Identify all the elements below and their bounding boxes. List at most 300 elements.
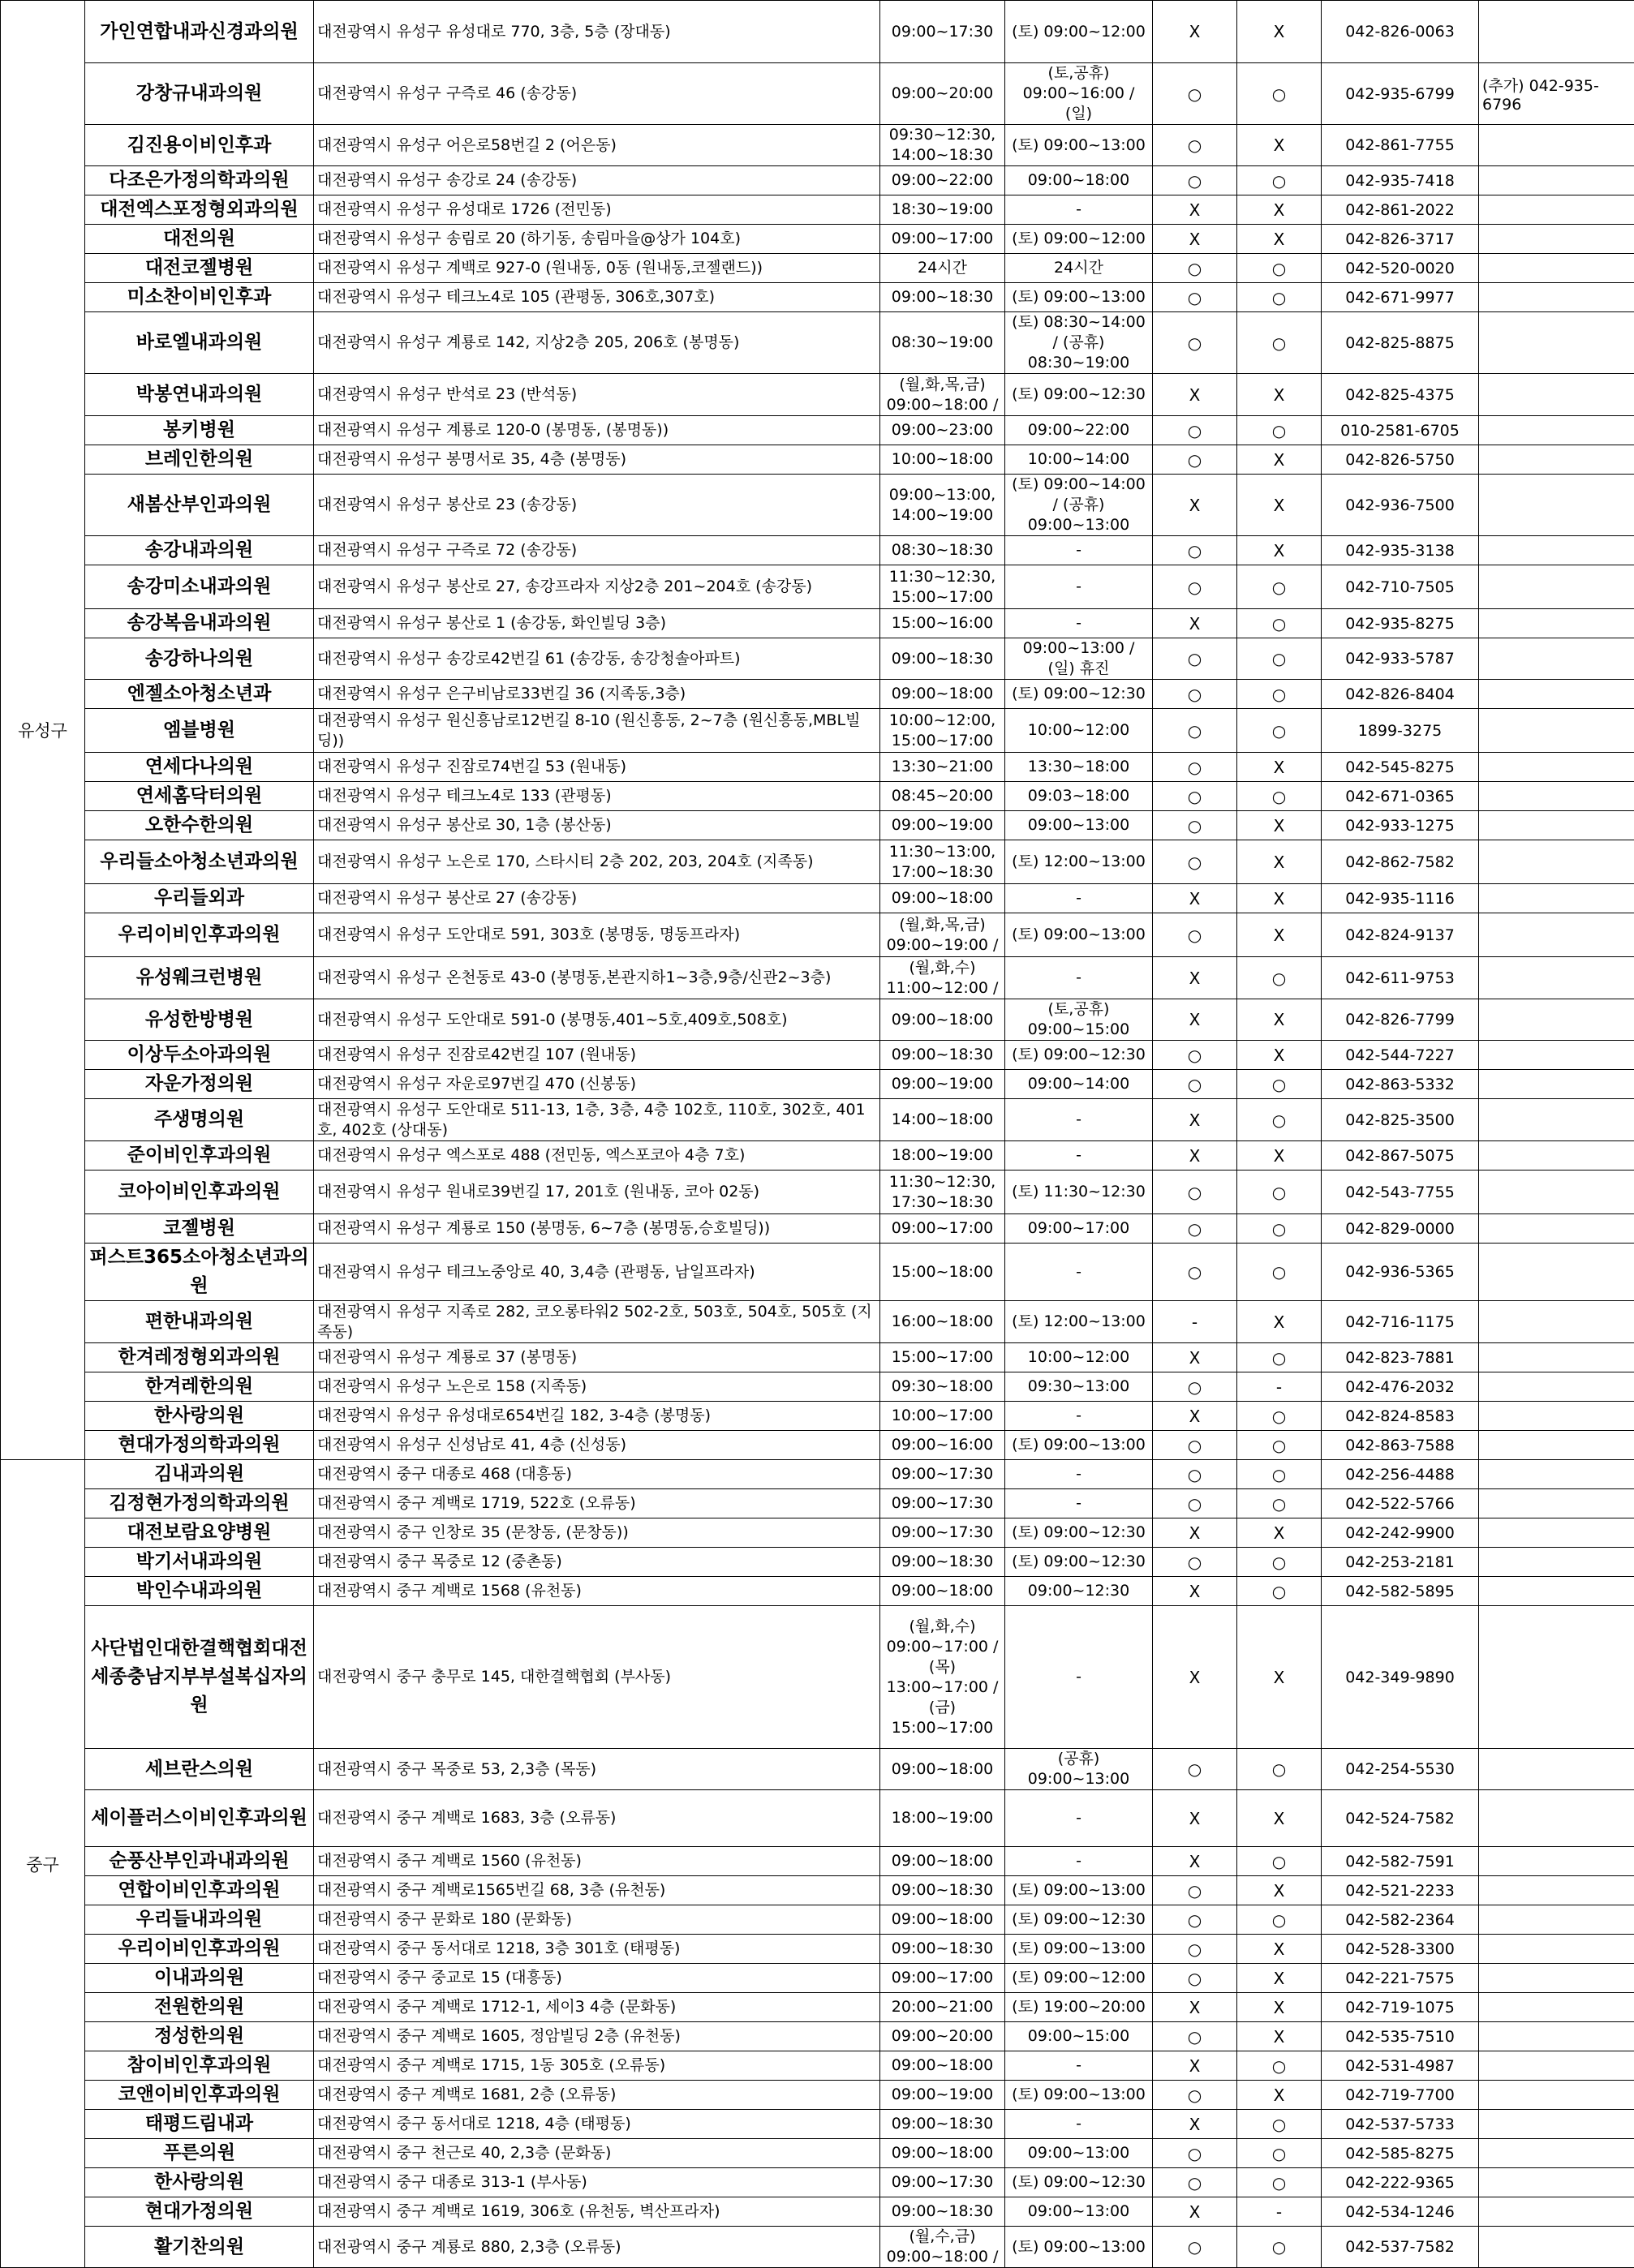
clinic-name: 푸른의원 (85, 2139, 314, 2168)
address: 대전광역시 유성구 어은로58번길 2 (어은동) (314, 125, 880, 166)
phone-number: 042-671-0365 (1322, 782, 1479, 811)
extra-info (1479, 1301, 1634, 1343)
extra-info (1479, 1876, 1634, 1905)
status-1: X (1153, 609, 1237, 638)
table-row (1, 2051, 1634, 2081)
clinic-name: 박기서내과의원 (85, 1548, 314, 1577)
status-1: X (1153, 225, 1237, 254)
table-row (1, 125, 1634, 166)
address: 대전광역시 유성구 유성대로 770, 3층, 5층 (장대동) (314, 1, 880, 63)
extra-info (1479, 2081, 1634, 2110)
status-1: ○ (1153, 782, 1237, 811)
extra-info (1479, 1548, 1634, 1577)
extra-info (1479, 195, 1634, 225)
clinic-name: 김진용이비인후과 (85, 125, 314, 166)
address: 대전광역시 중구 대종로 468 (대흥동) (314, 1460, 880, 1489)
address: 대전광역시 중구 목중로 53, 2,3층 (목동) (314, 1749, 880, 1790)
clinic-name: 참이비인후과의원 (85, 2051, 314, 2081)
clinic-name: 박봉연내과의원 (85, 374, 314, 416)
status-1: - (1153, 1301, 1237, 1343)
phone-number: 042-825-4375 (1322, 374, 1479, 416)
clinic-name: 송강미소내과의원 (85, 565, 314, 609)
extra-info (1479, 1099, 1634, 1141)
clinic-name: 대전의원 (85, 225, 314, 254)
weekend-hours: - (1005, 536, 1153, 565)
address: 대전광역시 유성구 유성대로 1726 (전민동) (314, 195, 880, 225)
clinic-name: 송강하나의원 (85, 638, 314, 680)
weekday-hours: (월,화,목,금) 09:00~19:00 / (880, 913, 1005, 957)
phone-number: 042-863-7588 (1322, 1431, 1479, 1460)
phone-number: 042-710-7505 (1322, 565, 1479, 609)
address: 대전광역시 유성구 도안대로 591, 303호 (봉명동, 명동프라자) (314, 913, 880, 957)
table-row (1, 416, 1634, 445)
status-1: X (1153, 999, 1237, 1041)
status-2: - (1237, 1372, 1322, 1402)
status-1: ○ (1153, 1489, 1237, 1518)
extra-info (1479, 957, 1634, 999)
status-1: ○ (1153, 913, 1237, 957)
status-1: ○ (1153, 254, 1237, 283)
weekend-hours: 09:30~13:00 (1005, 1372, 1153, 1402)
status-1: ○ (1153, 1372, 1237, 1402)
table-row (1, 166, 1634, 195)
phone-number: 042-826-7799 (1322, 999, 1479, 1041)
extra-info (1479, 125, 1634, 166)
status-2: X (1237, 753, 1322, 782)
phone-number: 1899-3275 (1322, 709, 1479, 753)
weekend-hours: 09:00~13:00 (1005, 811, 1153, 840)
address: 대전광역시 유성구 봉산로 1 (송강동, 화인빌딩 3층) (314, 609, 880, 638)
weekend-hours: - (1005, 2110, 1153, 2139)
clinic-name: 한사랑의원 (85, 2168, 314, 2197)
weekday-hours: 09:00~17:30 (880, 2168, 1005, 2197)
extra-info (1479, 2197, 1634, 2227)
phone-number: 010-2581-6705 (1322, 416, 1479, 445)
phone-number: 042-825-8875 (1322, 312, 1479, 374)
status-1: X (1153, 884, 1237, 913)
phone-number: 042-221-7575 (1322, 1964, 1479, 1993)
table-row (1, 1244, 1634, 1301)
extra-info (1479, 166, 1634, 195)
clinic-name: 김내과의원 (85, 1460, 314, 1489)
weekend-hours: (토) 09:00~12:30 (1005, 1548, 1153, 1577)
weekend-hours: 09:00~22:00 (1005, 416, 1153, 445)
weekday-hours: 09:00~18:00 (880, 999, 1005, 1041)
weekend-hours: 09:00~17:00 (1005, 1214, 1153, 1244)
status-2: ○ (1237, 1402, 1322, 1431)
extra-info (1479, 374, 1634, 416)
weekday-hours: 15:00~18:00 (880, 1244, 1005, 1301)
address: 대전광역시 중구 계백로 1605, 정암빌딩 2층 (유천동) (314, 2022, 880, 2051)
extra-info (1479, 536, 1634, 565)
table-row (1, 884, 1634, 913)
weekday-hours: 09:00~23:00 (880, 416, 1005, 445)
address: 대전광역시 유성구 도안대로 511-13, 1층, 3층, 4층 102호, 110호, 302호, 401호, 402호 (상대동) (314, 1099, 880, 1141)
phone-number: 042-537-7582 (1322, 2227, 1479, 2268)
extra-info (1479, 811, 1634, 840)
extra-info (1479, 1790, 1634, 1847)
weekend-hours: (토) 09:00~12:30 (1005, 1041, 1153, 1070)
clinic-name: 봉키병원 (85, 416, 314, 445)
status-2: X (1237, 913, 1322, 957)
weekend-hours: (토) 09:00~12:30 (1005, 2168, 1153, 2197)
status-1: X (1153, 1518, 1237, 1548)
address: 대전광역시 유성구 구즉로 72 (송강동) (314, 536, 880, 565)
address: 대전광역시 중구 계백로 1568 (유천동) (314, 1577, 880, 1606)
phone-number: 042-935-6799 (1322, 63, 1479, 125)
clinic-name: 활기찬의원 (85, 2227, 314, 2268)
weekday-hours: 09:00~18:00 (880, 1905, 1005, 1935)
clinic-name: 브레인한의원 (85, 445, 314, 475)
address: 대전광역시 유성구 노은로 158 (지족동) (314, 1372, 880, 1402)
clinic-name: 대전코젤병원 (85, 254, 314, 283)
address: 대전광역시 유성구 봉명서로 35, 4층 (봉명동) (314, 445, 880, 475)
status-2: ○ (1237, 1460, 1322, 1489)
weekend-hours: 09:00~13:00 / (일) 휴진 (1005, 638, 1153, 680)
phone-number: 042-256-4488 (1322, 1460, 1479, 1489)
weekday-hours: (월,화,목,금) 09:00~18:00 / (880, 374, 1005, 416)
extra-info (1479, 2022, 1634, 2051)
status-2: X (1237, 475, 1322, 536)
extra-info (1479, 782, 1634, 811)
weekday-hours: 09:00~18:30 (880, 1876, 1005, 1905)
status-1: ○ (1153, 312, 1237, 374)
status-2: X (1237, 999, 1322, 1041)
status-2: ○ (1237, 312, 1322, 374)
status-2: ○ (1237, 254, 1322, 283)
weekend-hours: (토) 08:30~14:00 / (공휴) 08:30~19:00 (1005, 312, 1153, 374)
address: 대전광역시 유성구 봉산로 27 (송강동) (314, 884, 880, 913)
weekday-hours: 09:30~18:00 (880, 1372, 1005, 1402)
phone-number: 042-829-0000 (1322, 1214, 1479, 1244)
status-2: ○ (1237, 1489, 1322, 1518)
extra-info (1479, 2227, 1634, 2268)
status-2: X (1237, 195, 1322, 225)
weekday-hours: 10:00~12:00, 15:00~17:00 (880, 709, 1005, 753)
status-1: X (1153, 2051, 1237, 2081)
table-row (1, 1993, 1634, 2022)
status-2: ○ (1237, 782, 1322, 811)
status-1: X (1153, 957, 1237, 999)
status-2: ○ (1237, 2227, 1322, 2268)
extra-info (1479, 638, 1634, 680)
clinic-name: 한겨레정형외과의원 (85, 1343, 314, 1372)
address: 대전광역시 유성구 유성대로654번길 182, 3-4층 (봉명동) (314, 1402, 880, 1431)
status-2: ○ (1237, 63, 1322, 125)
table-row (1, 2081, 1634, 2110)
weekend-hours: - (1005, 195, 1153, 225)
clinic-name: 연세홈닥터의원 (85, 782, 314, 811)
status-1: X (1153, 475, 1237, 536)
address: 대전광역시 중구 계백로 1712-1, 세이3 4층 (문화동) (314, 1993, 880, 2022)
clinic-name: 이상두소아과의원 (85, 1041, 314, 1070)
phone-number: 042-867-5075 (1322, 1141, 1479, 1171)
phone-number: 042-935-8275 (1322, 609, 1479, 638)
clinic-name: 한사랑의원 (85, 1402, 314, 1431)
status-1: ○ (1153, 2081, 1237, 2110)
clinic-name: 강창규내과의원 (85, 63, 314, 125)
weekday-hours: 18:00~19:00 (880, 1790, 1005, 1847)
weekend-hours: - (1005, 609, 1153, 638)
extra-info (1479, 884, 1634, 913)
table-row (1, 374, 1634, 416)
status-1: ○ (1153, 1041, 1237, 1070)
address: 대전광역시 중구 계백로 1681, 2층 (오류동) (314, 2081, 880, 2110)
status-1: ○ (1153, 753, 1237, 782)
phone-number: 042-936-7500 (1322, 475, 1479, 536)
address: 대전광역시 유성구 도안대로 591-0 (봉명동,401~5호,409호,508호) (314, 999, 880, 1041)
weekday-hours: 08:45~20:00 (880, 782, 1005, 811)
extra-info (1479, 1460, 1634, 1489)
extra-info (1479, 1343, 1634, 1372)
weekend-hours: 10:00~14:00 (1005, 445, 1153, 475)
weekend-hours: 09:00~15:00 (1005, 2022, 1153, 2051)
status-1: ○ (1153, 536, 1237, 565)
region-cell: 유성구 (1, 1, 85, 1460)
weekend-hours: 09:03~18:00 (1005, 782, 1153, 811)
clinic-name: 한겨레한의원 (85, 1372, 314, 1402)
status-1: ○ (1153, 1905, 1237, 1935)
clinic-name: 세이플러스이비인후과의원 (85, 1790, 314, 1847)
address: 대전광역시 중구 동서대로 1218, 3층 301호 (태평동) (314, 1935, 880, 1964)
weekend-hours: (토) 19:00~20:00 (1005, 1993, 1153, 2022)
status-2: ○ (1237, 1577, 1322, 1606)
status-2: X (1237, 225, 1322, 254)
table-row (1, 2022, 1634, 2051)
table-row (1, 225, 1634, 254)
phone-number: 042-476-2032 (1322, 1372, 1479, 1402)
phone-number: 042-719-7700 (1322, 2081, 1479, 2110)
table-row (1, 1548, 1634, 1577)
address: 대전광역시 중구 계백로 1619, 306호 (유천동, 벽산프라자) (314, 2197, 880, 2227)
phone-number: 042-537-5733 (1322, 2110, 1479, 2139)
weekend-hours: (토) 09:00~12:00 (1005, 1, 1153, 63)
status-1: X (1153, 1577, 1237, 1606)
clinic-name: 우리들내과의원 (85, 1905, 314, 1935)
status-1: ○ (1153, 680, 1237, 709)
clinic-name: 연합이비인후과의원 (85, 1876, 314, 1905)
table-row (1, 1099, 1634, 1141)
address: 대전광역시 유성구 원내로39번길 17, 201호 (원내동, 코아 02동) (314, 1171, 880, 1214)
phone-number: 042-582-5895 (1322, 1577, 1479, 1606)
clinic-name: 대전엑스포정형외과의원 (85, 195, 314, 225)
phone-number: 042-862-7582 (1322, 840, 1479, 884)
extra-info (1479, 283, 1634, 312)
weekday-hours: 09:00~18:00 (880, 680, 1005, 709)
phone-number: 042-545-8275 (1322, 753, 1479, 782)
status-2: X (1237, 2022, 1322, 2051)
status-2: ○ (1237, 416, 1322, 445)
status-2: X (1237, 1301, 1322, 1343)
phone-number: 042-222-9365 (1322, 2168, 1479, 2197)
weekend-hours: (토) 09:00~12:00 (1005, 1964, 1153, 1993)
status-2: X (1237, 1790, 1322, 1847)
status-2: ○ (1237, 1244, 1322, 1301)
weekend-hours: (토) 09:00~13:00 (1005, 2227, 1153, 2268)
phone-number: 042-935-3138 (1322, 536, 1479, 565)
weekday-hours: 09:00~17:30 (880, 1, 1005, 63)
status-2: ○ (1237, 565, 1322, 609)
weekday-hours: 09:00~20:00 (880, 2022, 1005, 2051)
weekend-hours: - (1005, 957, 1153, 999)
weekday-hours: 08:30~19:00 (880, 312, 1005, 374)
address: 대전광역시 유성구 자운로97번길 470 (신봉동) (314, 1070, 880, 1099)
extra-info: (추가) 042-935-6796 (1479, 63, 1634, 125)
weekend-hours: (토) 09:00~14:00 / (공휴) 09:00~13:00 (1005, 475, 1153, 536)
weekday-hours: 09:00~18:00 (880, 1577, 1005, 1606)
address: 대전광역시 유성구 은구비남로33번길 36 (지족동,3층) (314, 680, 880, 709)
phone-number: 042-534-1246 (1322, 2197, 1479, 2227)
extra-info (1479, 254, 1634, 283)
address: 대전광역시 유성구 노은로 170, 스타시티 2층 202, 203, 204호 (지족동) (314, 840, 880, 884)
address: 대전광역시 유성구 지족로 282, 코오롱타워2 502-2호, 503호, 504호, 505호 (지족동) (314, 1301, 880, 1343)
extra-info (1479, 1431, 1634, 1460)
clinic-name: 다조은가정의학과의원 (85, 166, 314, 195)
weekday-hours: 09:00~17:30 (880, 1489, 1005, 1518)
status-1: X (1153, 1, 1237, 63)
extra-info (1479, 1518, 1634, 1548)
status-1: ○ (1153, 1070, 1237, 1099)
weekday-hours: 09:30~12:30, 14:00~18:30 (880, 125, 1005, 166)
clinic-name: 우리들소아청소년과의원 (85, 840, 314, 884)
weekday-hours: 18:30~19:00 (880, 195, 1005, 225)
status-2: ○ (1237, 2168, 1322, 2197)
phone-number: 042-611-9753 (1322, 957, 1479, 999)
phone-number: 042-535-7510 (1322, 2022, 1479, 2051)
status-1: ○ (1153, 2227, 1237, 2268)
weekday-hours: (월,화,수) 11:00~12:00 / (880, 957, 1005, 999)
extra-info (1479, 1, 1634, 63)
address: 대전광역시 유성구 반석로 23 (반석동) (314, 374, 880, 416)
extra-info (1479, 1372, 1634, 1402)
phone-number: 042-521-2233 (1322, 1876, 1479, 1905)
weekend-hours: - (1005, 1402, 1153, 1431)
extra-info (1479, 1964, 1634, 1993)
table-row (1, 709, 1634, 753)
clinic-name: 박인수내과의원 (85, 1577, 314, 1606)
table-row (1, 1876, 1634, 1905)
extra-info (1479, 2051, 1634, 2081)
phone-number: 042-522-5766 (1322, 1489, 1479, 1518)
clinic-name: 우리이비인후과의원 (85, 913, 314, 957)
table-row (1, 1518, 1634, 1548)
weekday-hours: 09:00~19:00 (880, 2081, 1005, 2110)
status-2: X (1237, 1935, 1322, 1964)
weekend-hours: (토) 12:00~13:00 (1005, 840, 1153, 884)
status-1: ○ (1153, 1244, 1237, 1301)
status-2: X (1237, 840, 1322, 884)
clinic-name: 현대가정의원 (85, 2197, 314, 2227)
weekend-hours: - (1005, 2051, 1153, 2081)
address: 대전광역시 유성구 계룡로 120-0 (봉명동, (봉명동)) (314, 416, 880, 445)
extra-info (1479, 1577, 1634, 1606)
phone-number: 042-719-1075 (1322, 1993, 1479, 2022)
weekend-hours: - (1005, 1790, 1153, 1847)
status-1: ○ (1153, 1964, 1237, 1993)
extra-info (1479, 1935, 1634, 1964)
clinic-name: 연세다나의원 (85, 753, 314, 782)
status-2: ○ (1237, 680, 1322, 709)
extra-info (1479, 1847, 1634, 1876)
address: 대전광역시 유성구 엑스포로 488 (전민동, 엑스포코아 4층 7호) (314, 1141, 880, 1171)
status-1: ○ (1153, 1171, 1237, 1214)
clinic-name: 사단법인대한결핵협회대전세종충남지부부설복십자의원 (85, 1606, 314, 1749)
weekday-hours: 09:00~22:00 (880, 166, 1005, 195)
status-1: ○ (1153, 1431, 1237, 1460)
clinic-name: 유성웨크런병원 (85, 957, 314, 999)
weekday-hours: 09:00~18:00 (880, 1847, 1005, 1876)
extra-info (1479, 913, 1634, 957)
phone-number: 042-826-0063 (1322, 1, 1479, 63)
status-1: ○ (1153, 166, 1237, 195)
extra-info (1479, 225, 1634, 254)
clinic-name: 순풍산부인과내과의원 (85, 1847, 314, 1876)
address: 대전광역시 중구 충무로 145, 대한결핵협회 (부사동) (314, 1606, 880, 1749)
weekend-hours: 13:30~18:00 (1005, 753, 1153, 782)
table-row (1, 1905, 1634, 1935)
status-1: ○ (1153, 1876, 1237, 1905)
clinic-name: 엠블병원 (85, 709, 314, 753)
address: 대전광역시 중구 동서대로 1218, 4층 (태평동) (314, 2110, 880, 2139)
weekday-hours: 09:00~17:00 (880, 1214, 1005, 1244)
weekend-hours: (토) 09:00~13:00 (1005, 913, 1153, 957)
weekend-hours: - (1005, 1489, 1153, 1518)
weekday-hours: 09:00~17:30 (880, 1460, 1005, 1489)
extra-info (1479, 1489, 1634, 1518)
weekday-hours: 09:00~18:00 (880, 2051, 1005, 2081)
clinic-name: 태평드림내과 (85, 2110, 314, 2139)
weekend-hours: - (1005, 565, 1153, 609)
weekday-hours: 15:00~17:00 (880, 1343, 1005, 1372)
phone-number: 042-826-3717 (1322, 225, 1479, 254)
status-2: ○ (1237, 1343, 1322, 1372)
extra-info (1479, 1141, 1634, 1171)
status-2: X (1237, 884, 1322, 913)
weekday-hours: 09:00~18:30 (880, 1548, 1005, 1577)
table-row (1, 782, 1634, 811)
clinic-name: 퍼스트365소아청소년과의원 (85, 1244, 314, 1301)
clinic-name: 세브란스의원 (85, 1749, 314, 1790)
table-row (1, 1343, 1634, 1372)
phone-number: 042-582-7591 (1322, 1847, 1479, 1876)
status-1: ○ (1153, 1749, 1237, 1790)
table-row (1, 195, 1634, 225)
status-2: ○ (1237, 1847, 1322, 1876)
weekday-hours: 20:00~21:00 (880, 1993, 1005, 2022)
weekday-hours: 09:00~18:30 (880, 638, 1005, 680)
status-2: X (1237, 1141, 1322, 1171)
weekday-hours: 09:00~19:00 (880, 811, 1005, 840)
clinic-name: 정성한의원 (85, 2022, 314, 2051)
table-row (1, 1402, 1634, 1431)
status-1: ○ (1153, 2022, 1237, 2051)
table-row (1, 2197, 1634, 2227)
clinic-name: 코아이비인후과의원 (85, 1171, 314, 1214)
extra-info (1479, 2139, 1634, 2168)
phone-number: 042-826-8404 (1322, 680, 1479, 709)
status-1: ○ (1153, 1548, 1237, 1577)
clinic-name: 현대가정의학과의원 (85, 1431, 314, 1460)
address: 대전광역시 유성구 신성남로 41, 4층 (신성동) (314, 1431, 880, 1460)
table-row (1, 254, 1634, 283)
weekend-hours: 10:00~12:00 (1005, 1343, 1153, 1372)
status-2: ○ (1237, 1749, 1322, 1790)
status-2: ○ (1237, 1171, 1322, 1214)
extra-info (1479, 840, 1634, 884)
status-1: X (1153, 2197, 1237, 2227)
weekday-hours: 11:30~12:30, 17:30~18:30 (880, 1171, 1005, 1214)
weekend-hours: 10:00~12:00 (1005, 709, 1153, 753)
